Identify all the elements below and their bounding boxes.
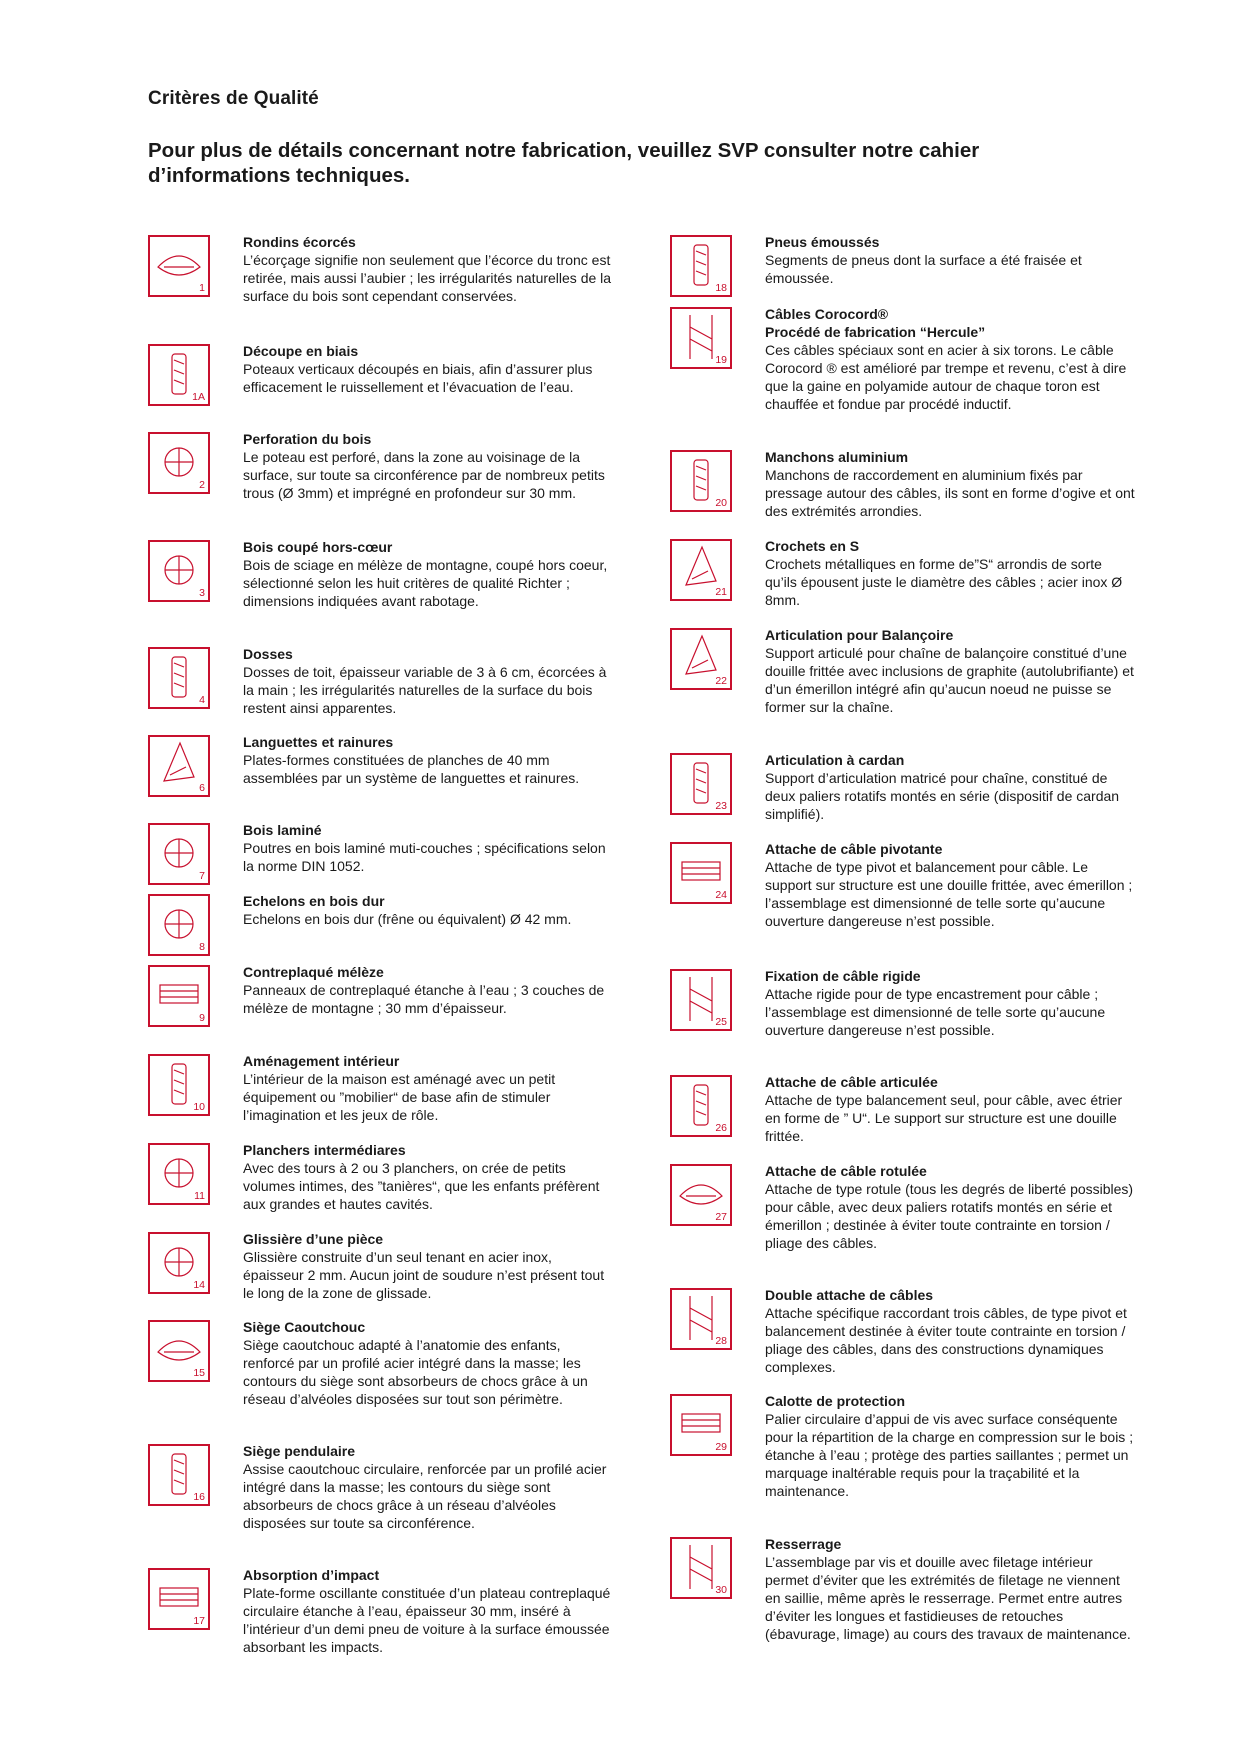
criteria-description: Plate-forme oscillante constituée d’un plateau contreplaqué circulaire étanche à l’eau, épaisseur 30 mm, inséré à l’intérieur d’un demi pneu de voiture à la surface émoussée absorbant les impacts. xyxy=(243,1585,611,1655)
criteria-description: Attache spécifique raccordant trois câbles, de type pivot et balancement destinée à éviter toute contrainte en torsion / pliage des câbles, dans des constructions dynamiques complexes. xyxy=(765,1305,1127,1375)
criteria-title: Articulation à cardan xyxy=(765,752,905,768)
criteria-thumbnail xyxy=(148,1143,210,1205)
criteria-title: Calotte de protection xyxy=(765,1393,906,1409)
criteria-description: Support d’articulation matricé pour chaîne, constitué de deux paliers rotatifs montés en série (dispositif de cardan simplifié). xyxy=(765,770,1120,822)
criteria-description: L’intérieur de la maison est aménagé avec un petit équipement ou ”mobilier“ de base afin de stimuler l’imagination et les jeux de rôle. xyxy=(243,1071,556,1123)
criteria-number: 21 xyxy=(715,586,727,598)
criteria-description: Poutres en bois laminé muti-couches ; spécifications selon la norme DIN 1052. xyxy=(243,840,606,874)
criteria-description: Poteaux verticaux découpés en biais, afin d’assurer plus efficacement le ruissellement et l’évacuation de l’eau. xyxy=(243,361,593,395)
criteria-number: 24 xyxy=(715,889,727,901)
criteria-number: 29 xyxy=(715,1441,727,1453)
criteria-thumbnail xyxy=(670,842,732,904)
criteria-title: Attache de câble pivotante xyxy=(765,841,943,857)
criteria-number: 25 xyxy=(715,1016,727,1028)
criteria-title: Planchers intermédiares xyxy=(243,1142,406,1158)
criteria-title: Fixation de câble rigide xyxy=(765,968,921,984)
criteria-title: Bois laminé xyxy=(243,822,322,838)
criteria-thumbnail xyxy=(670,628,732,690)
criteria-thumbnail xyxy=(148,540,210,602)
criteria-description: L’écorçage signifie non seulement que l’écorce du tronc est retirée, mais aussi l’aubier ; les irrégularités naturelles de la surface du bois sont cependant conservées. xyxy=(243,252,612,304)
page-subtitle: Pour plus de détails concernant notre fabrication, veuillez SVP consulter notre cahier d’informations techniques. xyxy=(148,139,980,187)
criteria-title: Câbles Corocord® xyxy=(765,306,889,322)
criteria-number: 30 xyxy=(715,1584,727,1596)
criteria-thumbnail xyxy=(148,432,210,494)
criteria-number: 7 xyxy=(199,870,205,882)
criteria-number: 6 xyxy=(199,782,205,794)
criteria-description: Palier circulaire d’appui de vis avec surface conséquente pour la répartition de la charge en compression sur le bois ; étanche à l’eau ; protège des parties saillantes ; permet un marquage inaltérable requis pour la traçabilité et la maintenance. xyxy=(765,1411,1134,1499)
criteria-title: Rondins écorcés xyxy=(243,234,356,250)
criteria-number: 19 xyxy=(715,354,727,366)
criteria-description: Support articulé pour chaîne de balançoire constitué d’une douille frittée avec inclusions de graphite (autolubrifiante) et d’un émerillon intégré afin qu’aucun noeud ne puisse se former sur la chaîne. xyxy=(765,645,1134,715)
criteria-thumbnail xyxy=(670,1164,732,1226)
criteria-title: Bois coupé hors-cœur xyxy=(243,539,393,555)
criteria-thumbnail xyxy=(148,647,210,709)
criteria-thumbnail xyxy=(670,235,732,297)
criteria-thumbnail xyxy=(670,307,732,369)
criteria-description: L’assemblage par vis et douille avec filetage intérieur permet d’éviter que les extrémités de filetage ne viennent en saillie, même après le resserrage. Permet entre autres d’éviter les longues et fastidieuses de retouches (ébavurage, limage) au cours des travaux de maintenance. xyxy=(765,1554,1131,1642)
criteria-title: Découpe en biais xyxy=(243,343,359,359)
criteria-title: Crochets en S xyxy=(765,538,860,554)
criteria-thumbnail xyxy=(148,1444,210,1506)
criteria-thumbnail xyxy=(148,1568,210,1630)
criteria-thumbnail xyxy=(148,965,210,1027)
criteria-thumbnail xyxy=(670,539,732,601)
criteria-description: Attache rigide pour de type encastrement pour câble ; l’assemblage est dimensionné de telle sorte qu’aucune ouverture dangereuse n’est possible. xyxy=(765,986,1106,1038)
criteria-thumbnail xyxy=(148,344,210,406)
criteria-number: 18 xyxy=(715,282,727,294)
criteria-number: 26 xyxy=(715,1122,727,1134)
criteria-thumbnail xyxy=(148,894,210,956)
criteria-description: Echelons en bois dur (frêne ou équivalent) Ø 42 mm. xyxy=(243,911,572,927)
criteria-number: 4 xyxy=(199,694,205,706)
criteria-description: Bois de sciage en mélèze de montagne, coupé hors coeur, sélectionné selon les huit critères de qualité Richter ; dimensions indiquées avant rabotage. xyxy=(243,557,608,609)
criteria-title: Attache de câble articulée xyxy=(765,1074,938,1090)
criteria-number: 27 xyxy=(715,1211,727,1223)
criteria-subtitle: Procédé de fabrication “Hercule” xyxy=(765,324,986,340)
criteria-thumbnail xyxy=(148,235,210,297)
criteria-description: Siège caoutchouc adapté à l’anatomie des enfants, renforcé par un profilé acier intégré dans la masse; les contours du siège sont absorbeurs de chocs grâce à un réseau d’alvéoles disposées sur tout son périmètre. xyxy=(243,1337,588,1407)
criteria-thumbnail xyxy=(670,1537,732,1599)
criteria-number: 15 xyxy=(193,1367,205,1379)
criteria-title: Perforation du bois xyxy=(243,431,372,447)
criteria-thumbnail xyxy=(148,1232,210,1294)
criteria-number: 16 xyxy=(193,1491,205,1503)
criteria-number: 3 xyxy=(199,587,205,599)
criteria-description: Plates-formes constituées de planches de 40 mm assemblées par un système de languettes et rainures. xyxy=(243,752,580,786)
criteria-description: Assise caoutchouc circulaire, renforcée par un profilé acier intégré dans la masse; les contours du siège sont absorbeurs de chocs grâce à un réseau d’alvéoles disposées sur toute sa circonférence. xyxy=(243,1461,607,1531)
criteria-number: 11 xyxy=(194,1190,205,1202)
criteria-number: 28 xyxy=(715,1335,727,1347)
criteria-number: 23 xyxy=(715,800,727,812)
criteria-description: Attache de type pivot et balancement pour câble. Le support sur structure est une douille frittée, avec émerillon ; l’assemblage est dimensionné de telle sorte qu’aucune ouverture dangereuse n’est possible. xyxy=(765,859,1133,929)
criteria-title: Manchons aluminium xyxy=(765,449,909,465)
criteria-thumbnail xyxy=(670,969,732,1031)
criteria-title: Resserrage xyxy=(765,1536,842,1552)
criteria-number: 20 xyxy=(715,497,727,509)
criteria-title: Absorption d’impact xyxy=(243,1567,380,1583)
criteria-description: Attache de type rotule (tous les degrés de liberté possibles) pour câble, avec deux paliers rotatifs montés en série et émerillon ; destinée à éviter toute contrainte en torsion / pliage des câbles. xyxy=(765,1181,1134,1251)
criteria-thumbnail xyxy=(670,1075,732,1137)
criteria-description: Le poteau est perforé, dans la zone au voisinage de la surface, sur toute sa circonférence par de nombreux petits trous (Ø 3mm) et imprégné en profondeur sur 30 mm. xyxy=(243,449,605,501)
criteria-number: 10 xyxy=(193,1101,205,1113)
criteria-description: Manchons de raccordement en aluminium fixés par pressage autour des câbles, ils sont en forme d’ogive et ont des extrémités arrondies. xyxy=(765,467,1135,519)
criteria-description: Panneaux de contreplaqué étanche à l’eau ; 3 couches de mélèze de montagne ; 30 mm d’épaisseur. xyxy=(243,982,605,1016)
criteria-number: 9 xyxy=(199,1012,205,1024)
criteria-thumbnail xyxy=(148,1054,210,1116)
criteria-title: Articulation pour Balançoire xyxy=(765,627,954,643)
criteria-description: Segments de pneus dont la surface a été fraisée et émoussée. xyxy=(765,252,1082,286)
criteria-description: Dosses de toit, épaisseur variable de 3 à 6 cm, écorcées à la main ; les irrégularités naturelles de la surface du bois restent ainsi apparentes. xyxy=(243,664,607,716)
criteria-thumbnail xyxy=(148,823,210,885)
criteria-description: Ces câbles spéciaux sont en acier à six torons. Le câble Corocord ® est amélioré par trempe et revenu, c’est à dire que la gaine en polyamide autour de chaque toron est chauffée et fondue par procédé inductif. xyxy=(765,342,1127,412)
criteria-title: Languettes et rainures xyxy=(243,734,394,750)
criteria-number: 14 xyxy=(193,1279,205,1291)
criteria-description: Avec des tours à 2 ou 3 planchers, on crée de petits volumes intimes, des ”tanières“, que les enfants préfèrent aux grandes et hautes cavités. xyxy=(243,1160,600,1212)
criteria-description: Attache de type balancement seul, pour câble, avec étrier en forme de ” U“. Le support sur structure est une douille frittée. xyxy=(765,1092,1123,1144)
criteria-title: Dosses xyxy=(243,646,293,662)
criteria-description: Glissière construite d’un seul tenant en acier inox, épaisseur 2 mm. Aucun joint de soudure n’est présent tout le long de la zone de glissade. xyxy=(243,1249,605,1301)
criteria-number: 2 xyxy=(199,479,205,491)
criteria-title: Glissière d’une pièce xyxy=(243,1231,384,1247)
criteria-title: Contreplaqué mélèze xyxy=(243,964,384,980)
criteria-thumbnail xyxy=(670,1394,732,1456)
criteria-title: Siège pendulaire xyxy=(243,1443,356,1459)
criteria-thumbnail xyxy=(148,1320,210,1382)
criteria-number: 17 xyxy=(193,1615,205,1627)
page-title: Critères de Qualité xyxy=(148,88,319,109)
criteria-thumbnail xyxy=(148,735,210,797)
criteria-title: Double attache de câbles xyxy=(765,1287,934,1303)
criteria-title: Attache de câble rotulée xyxy=(765,1163,927,1179)
criteria-number: 8 xyxy=(199,941,205,953)
criteria-description: Crochets métalliques en forme de”S“ arrondis de sorte qu’ils épousent juste le diamètre des câbles ; acier inox Ø 8mm. xyxy=(765,556,1123,608)
criteria-number: 22 xyxy=(715,675,727,687)
criteria-title: Aménagement intérieur xyxy=(243,1053,400,1069)
criteria-number: 1 xyxy=(199,282,205,294)
criteria-title: Echelons en bois dur xyxy=(243,893,385,909)
criteria-thumbnail xyxy=(670,753,732,815)
criteria-thumbnail xyxy=(670,1288,732,1350)
criteria-title: Pneus émoussés xyxy=(765,234,880,250)
criteria-title: Siège Caoutchouc xyxy=(243,1319,366,1335)
criteria-number: 1A xyxy=(192,391,205,403)
criteria-thumbnail xyxy=(670,450,732,512)
